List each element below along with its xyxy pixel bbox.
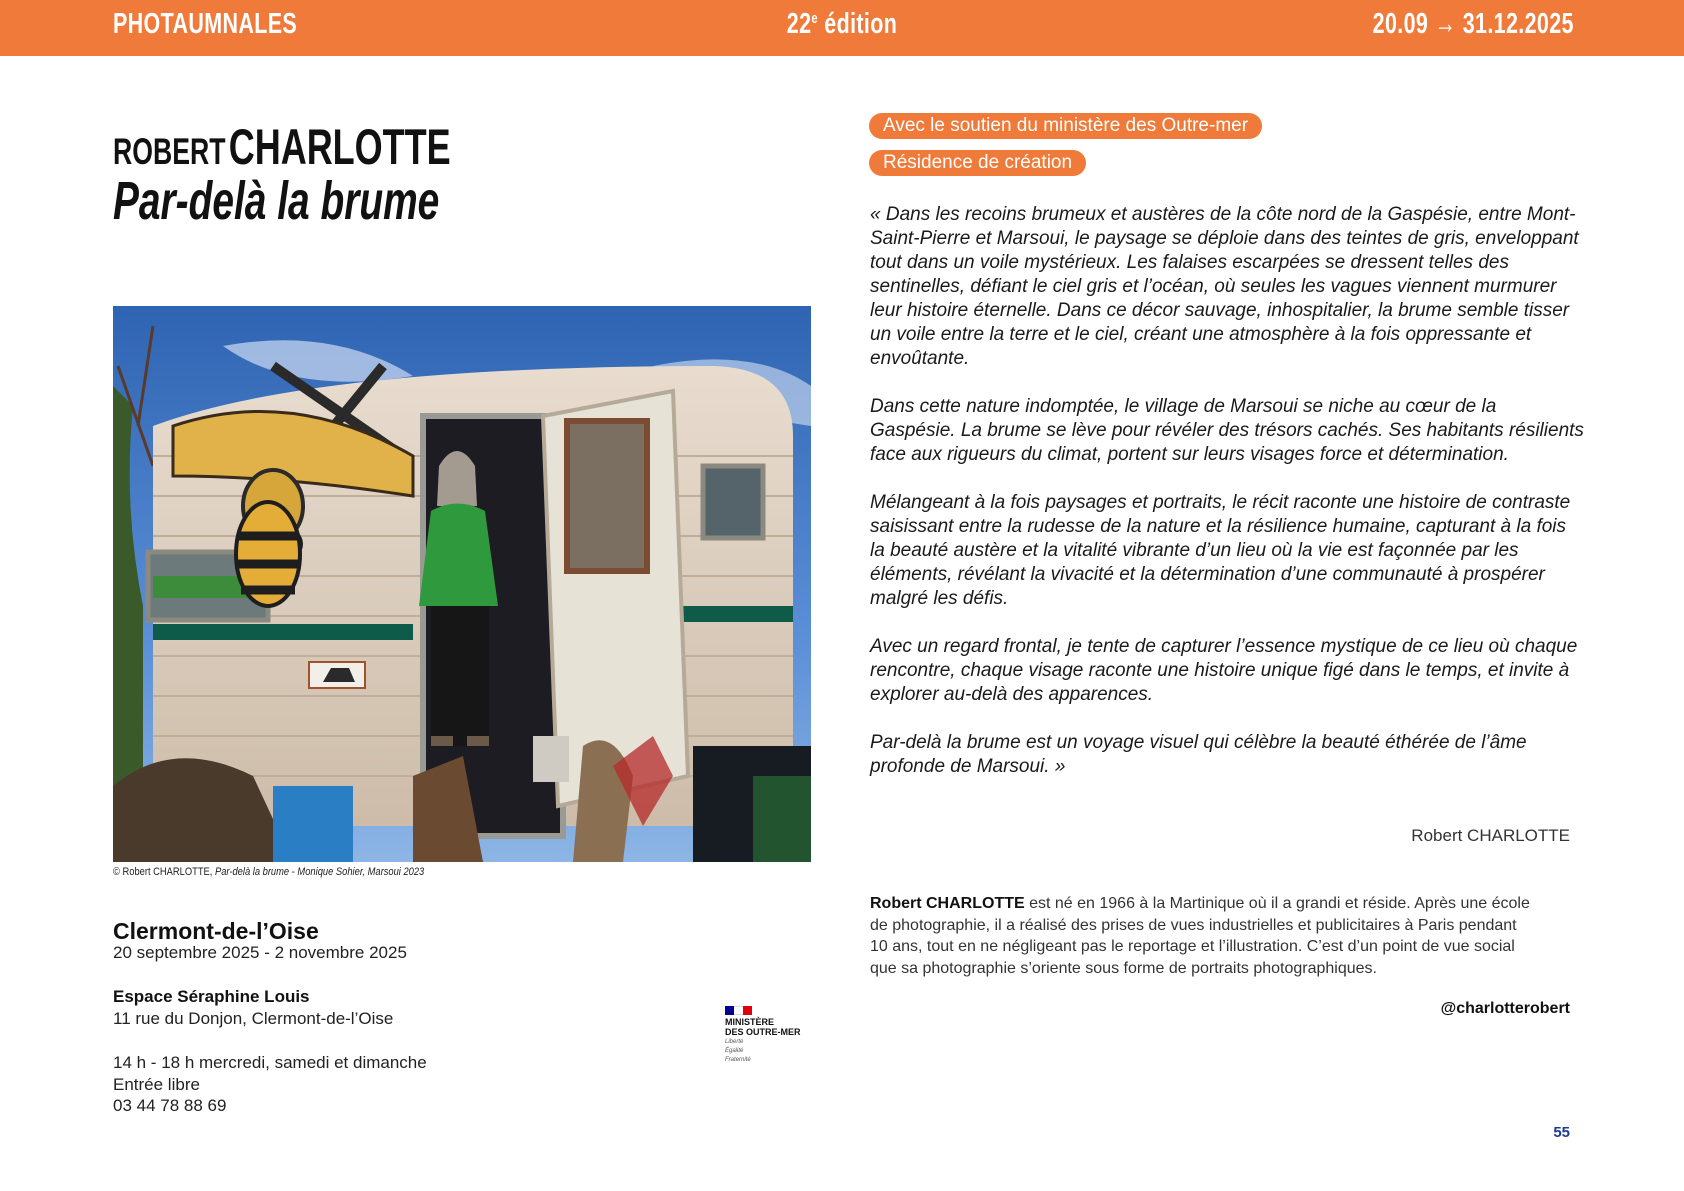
photo-credit <box>113 866 424 878</box>
bio-name: Robert CHARLOTTE <box>870 895 1025 912</box>
venue-address: 11 rue du Donjon, Clermont-de-l’Oise <box>113 1009 394 1028</box>
statement-paragraph: Dans cette nature indomptée, le village de Marsoui se niche au cœur de la Gaspésie. La brume se lève pour révéler des trésors cachés. Ses habitants résilients face aux rigueurs du climat, portent sur leurs visages force et détermination. <box>870 396 1584 465</box>
credit-title: Par-delà la brume <box>214 866 290 878</box>
exhibition-photo <box>113 306 811 862</box>
flag-white-stripe <box>734 1006 743 1015</box>
flag-blue-stripe <box>725 1006 734 1015</box>
statement-signature: Robert CHARLOTTE <box>1411 826 1570 845</box>
statement-paragraph: Par-delà la brume est un voyage visuel qui célèbre la beauté éthérée de l’âme profonde de Marsoui. » <box>870 732 1527 777</box>
statement-paragraph: Mélangeant à la fois paysages et portraits, le récit raconte une histoire de contraste saisissant entre la rudesse de la nature et la résilience humaine, capturant à la fois la beauté austère et la vitalité vibrante d’un lieu où la vie est façonnée par les éléments, révélant la vivacité et la détermination d’une communauté à prospérer malgré les défis. <box>870 492 1571 609</box>
edition-label <box>219 8 1465 41</box>
venue-dates: 20 septembre 2025 - 2 novembre 2025 <box>113 943 407 962</box>
venue-place: Espace Séraphine Louis <box>113 987 310 1006</box>
credit-prefix: © Robert CHARLOTTE, <box>113 866 215 878</box>
credit-separator: - <box>289 866 298 878</box>
support-tag: Avec le soutien du ministère des Outre-mer <box>869 113 1262 139</box>
artist-last-name: CHARLOTTE <box>228 119 451 175</box>
work-title: Par-delà la brume <box>113 171 440 231</box>
ministry-line2: DES OUTRE-MER <box>725 1027 801 1037</box>
venue-phone: 03 44 78 88 69 <box>113 1096 227 1115</box>
ministry-motto-egalite: Égalité <box>725 1048 744 1054</box>
artist-bio <box>870 893 1530 979</box>
edition-suffix: e <box>811 10 818 27</box>
festival-dates: 20.09 → 31.12.2025 <box>1372 8 1574 40</box>
edition-word: édition <box>817 8 898 40</box>
ministry-motto-liberte: Liberté <box>725 1039 744 1045</box>
residency-tag: Résidence de création <box>869 150 1086 176</box>
venue-entry: Entrée libre <box>113 1075 200 1094</box>
bio-text: est né en 1966 à la Martinique où il a grandi et réside. Après une école de photographie, il a réalisé des prises de vues industrielles et publicitaires à Paris pendant 10 ans, tout en ne négligeant pas le reportage et l’illustration. C’est d’un point de vue social que sa photographie s’oriente sous forme de portraits photographiques. <box>870 895 1530 977</box>
artist-name <box>113 118 451 176</box>
artist-statement <box>870 203 1584 803</box>
venue-hours: 14 h - 18 h mercredi, samedi et dimanche <box>113 1053 427 1072</box>
ministry-motto-fraternite: Fraternité <box>725 1057 751 1063</box>
ministry-line1: MINISTÈRE <box>725 1017 775 1027</box>
social-handle[interactable]: @charlotterobert <box>1440 1000 1570 1017</box>
flag-red-stripe <box>743 1006 752 1015</box>
statement-paragraph: « Dans les recoins brumeux et austères de la côte nord de la Gaspésie, entre Mont-Saint-Pierre et Marsoui, le paysage se déploie dans des teintes de gris, enveloppant tout dans un voile mystérieux. Les falaises escarpées se dressent telles des sentinelles, défiant le ciel gris et l’océan, où seules les vagues viennent murmurer leur histoire éternelle. Dans ce décor sauvage, inhospitalier, la brume semble tisser un voile entre la terre et le ciel, créant une atmosphère à la fois oppressante et envoûtante. <box>870 204 1579 369</box>
french-flag-icon <box>725 1006 752 1015</box>
edition-number: 22 <box>786 8 812 40</box>
ministry-logo <box>725 1006 815 1064</box>
artist-first-name: ROBERT <box>113 131 226 172</box>
festival-name: PHOTAUMNALES <box>113 8 298 40</box>
venue-city: Clermont-de-l’Oise <box>113 918 319 944</box>
statement-paragraph: Avec un regard frontal, je tente de capturer l’essence mystique de ce lieu où chaque rencontre, chaque visage raconte une histoire unique figé dans le temps, et invite à explorer au-delà des apparences. <box>870 636 1578 705</box>
header-bar <box>0 0 1684 56</box>
page-number: 55 <box>1553 1124 1570 1141</box>
credit-subject: Monique Sohier, Marsoui 2023 <box>297 866 425 878</box>
